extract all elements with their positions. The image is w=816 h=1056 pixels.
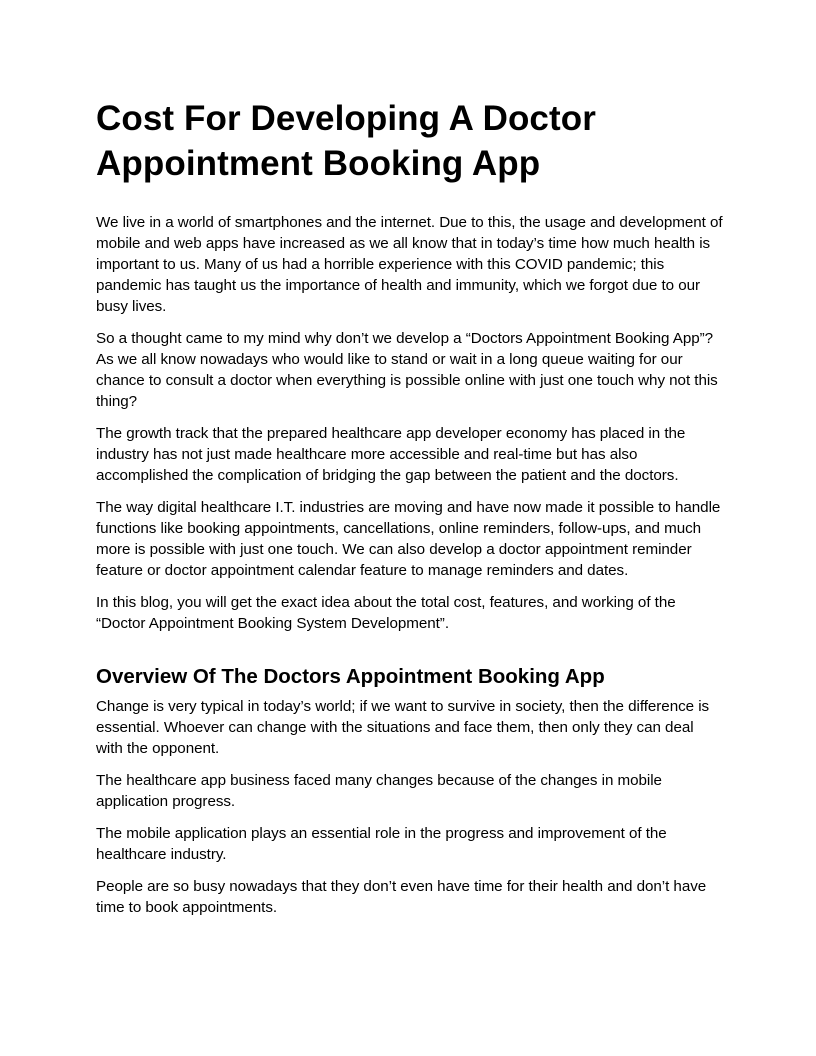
- paragraph: People are so busy nowadays that they don’t even have time for their health and don’t have time to book appointments.: [96, 878, 707, 916]
- paragraph: The healthcare app business faced many changes because of the changes in mobile application progress.: [96, 772, 662, 810]
- paragraph: We live in a world of smartphones and the internet. Due to this, the usage and development of mobile and web apps have increased as we all know that in today’s time how much health is important to us. Many of us had a horrible experience with this COVID pandemic; this pandemic has taught us the importance of health and immunity, which we forgot due to our busy lives.: [96, 214, 723, 315]
- page-title: Cost For Developing A Doctor Appointment Booking App: [96, 99, 596, 183]
- overview-section: [96, 664, 724, 918]
- intro-section: [96, 212, 724, 634]
- paragraph: The growth track that the prepared healthcare app developer economy has placed in the industry has not just made healthcare more accessible and real-time but has also accomplished the complication of bridging the gap between the patient and the doctors.: [96, 425, 686, 484]
- document-page: [96, 0, 724, 929]
- section-heading: Overview Of The Doctors Appointment Booking App: [96, 665, 605, 688]
- paragraph: Change is very typical in today’s world; if we want to survive in society, then the difference is essential. Whoever can change with the situations and face them, then only they can deal with the opponent.: [96, 698, 710, 757]
- paragraph: The way digital healthcare I.T. industries are moving and have now made it possible to handle functions like booking appointments, cancellations, online reminders, follow-ups, and much more is possible with just one touch. We can also develop a doctor appointment reminder feature or doctor appointment calendar feature to manage reminders and dates.: [96, 499, 721, 579]
- paragraph: So a thought came to my mind why don’t we develop a “Doctors Appointment Booking App”? As we all know nowadays who would like to stand or wait in a long queue waiting for our chance to consult a doctor when everything is possible online with just one touch why not this thing?: [96, 330, 718, 410]
- paragraph: In this blog, you will get the exact idea about the total cost, features, and working of the “Doctor Appointment Booking System Development”.: [96, 594, 676, 632]
- paragraph: The mobile application plays an essential role in the progress and improvement of the healthcare industry.: [96, 825, 667, 863]
